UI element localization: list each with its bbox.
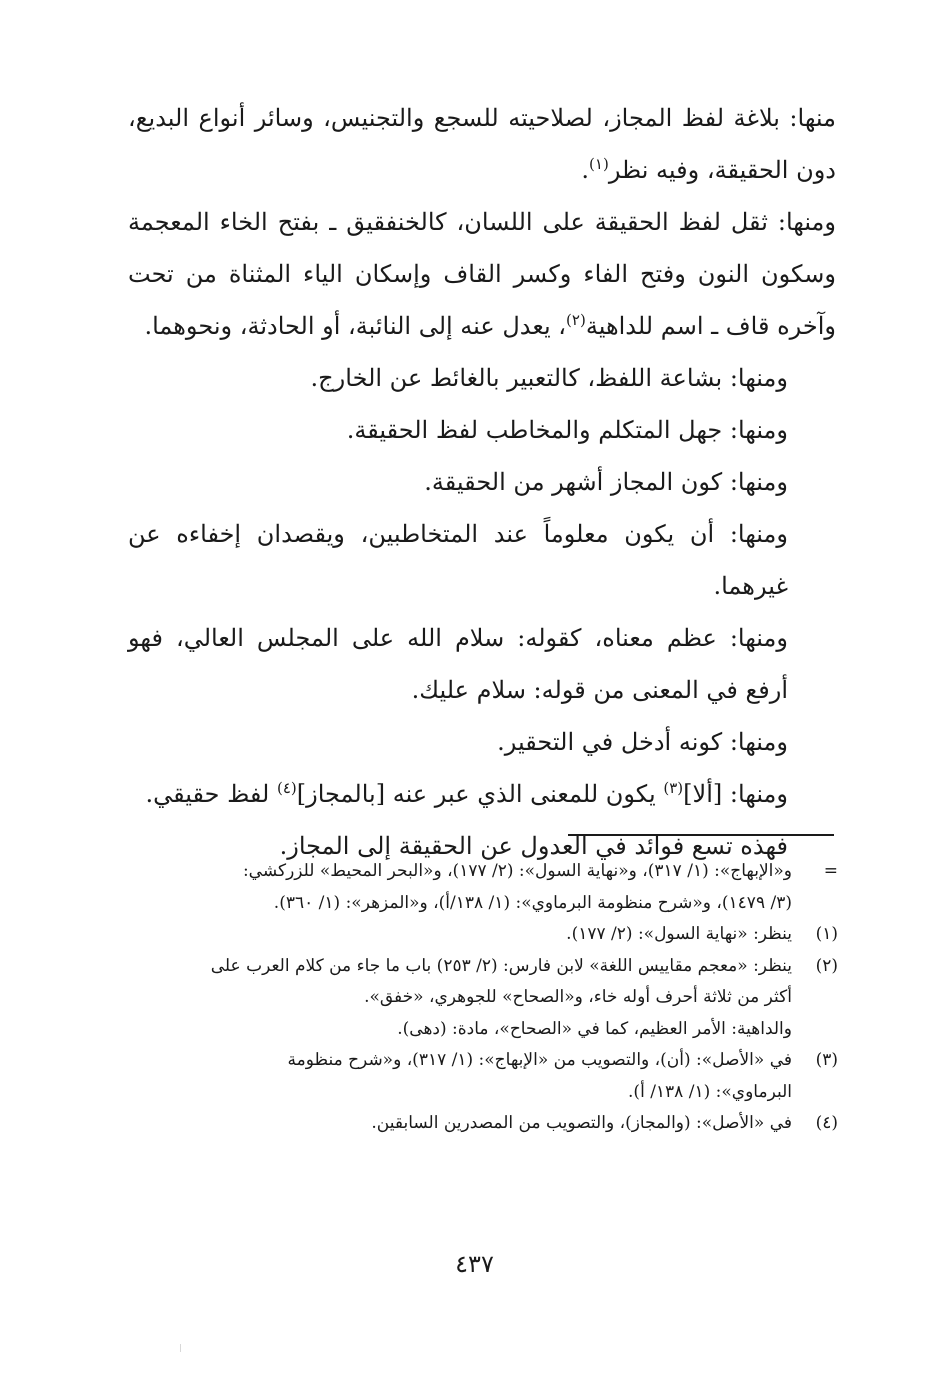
paragraph-text: ومنها: [ألا] [683, 780, 788, 808]
paragraph-text: ومنها: عظم معناه، كقوله: سلام الله على المجلس العالي، فهو أرفع في المعنى من قوله: سلام عليك. [128, 624, 788, 704]
paragraph-no-real-word [128, 768, 836, 820]
footnote-line: و«الإبهاج»: (١/ ٣١٧)، و«نهاية السول»: (٢/ ١٧٧)، و«البحر المحيط» للزركشي: [242, 861, 792, 881]
footnote-separator [568, 834, 834, 836]
footnote-body [132, 856, 792, 919]
footnote-ref-1[interactable]: (١) [589, 155, 609, 173]
page-number: ٤٣٧ [455, 1250, 494, 1278]
paragraph-fame [128, 456, 836, 508]
footnote-4 [132, 1108, 838, 1140]
paragraph-greatness [128, 612, 836, 716]
paragraph-text-tail: لفظ حقيقي. [145, 780, 277, 808]
footnote-line: (٣/ ١٤٧٩)، و«شرح منظومة البرماوي»: (١/ ١٣٨/أ)، و«المزهر»: (١/ ٣٦٠). [273, 892, 792, 913]
paragraph-text: ومنها: بشاعة اللفظ، كالتعبير بالغائط عن الخارج. [310, 364, 788, 392]
paragraph-ignorance [128, 404, 836, 456]
main-text-body [128, 92, 836, 872]
paragraph-contempt [128, 716, 836, 768]
footnote-ref-3[interactable]: (٣) [663, 779, 684, 797]
footnote-body [132, 951, 792, 1046]
paragraph-text-tail: ، يعدل عنه إلى النائبة، أو الحادثة، ونحوهما. [144, 312, 567, 340]
footnote-line: البرماوي»: (١/ ١٣٨/ أ). [628, 1081, 792, 1102]
footnote-3 [132, 1045, 838, 1108]
paragraph-text: فهذه تسع فوائد في العدول عن الحقيقة إلى المجاز. [279, 832, 788, 860]
paragraph-text-tail: . [581, 156, 590, 184]
footnotes-section [132, 856, 838, 1140]
footnote-body [132, 1108, 792, 1140]
paragraph-concealment [128, 508, 836, 612]
paragraph-text: منها: بلاغة لفظ المجاز، لصلاحيته للسجع والتجنيس، وسائر أنواع البديع، دون الحقيقة، وفيه نظر [128, 104, 836, 184]
paragraph-text: ومنها: كون المجاز أشهر من الحقيقة. [424, 468, 788, 496]
footnote-body [132, 919, 792, 951]
paragraph-text: ومنها: كونه أدخل في التحقير. [497, 728, 788, 756]
footnote-line: أكثر من ثلاثة أحرف أوله خاء، و«الصحاح» للجوهري، «خفق». [364, 987, 792, 1007]
footnote-line: في «الأصل»: (أن)، والتصويب من «الإبهاج»: (١/ ٣١٧)، و«شرح منظومة [287, 1050, 792, 1070]
paragraph-eloquence [128, 92, 836, 196]
footnote-number: (٤) [815, 1113, 838, 1133]
paragraph-ugliness [128, 352, 836, 404]
footnote-line: ينظر: «معجم مقاييس اللغة» لابن فارس: (٢/ ٢٥٣) باب ما جاء من كلام العرب على [210, 955, 792, 976]
footnote-continuation [132, 856, 838, 919]
footnote-2 [132, 951, 838, 1046]
footnote-line: ينظر: «نهاية السول»: (٢/ ١٧٧). [566, 924, 792, 944]
paragraph-text: ومنها: أن يكون معلوماً عند المتخاطبين، ويقصدان إخفاءه عن غيرهما. [128, 520, 788, 600]
footnote-line: والداهية: الأمر العظيم، كما في «الصحاح»، مادة: (دهى). [397, 1018, 792, 1039]
footnote-ref-2[interactable]: (٢) [566, 311, 586, 329]
footnote-1 [132, 919, 838, 951]
footnote-line: في «الأصل»: (والمجاز)، والتصويب من المصدرين السابقين. [371, 1113, 792, 1133]
paragraph-text-middle: يكون للمعنى الذي عبر عنه [بالمجاز] [296, 780, 664, 808]
scan-margin-mark [180, 1344, 181, 1352]
footnote-number: = [823, 861, 838, 881]
footnote-number: (١) [815, 924, 838, 944]
footnote-number: (٢) [815, 955, 838, 976]
paragraph-text: ومنها: ثقل لفظ الحقيقة على اللسان، كالخنفقيق ـ بفتح الخاء المعجمة وسكون النون وفتح الفاء وكسر القاف وإسكان الياء المثناة من تحت وآخره قاف ـ اسم للداهية [128, 208, 836, 340]
footnote-number: (٣) [815, 1050, 838, 1070]
paragraph-text: ومنها: جهل المتكلم والمخاطب لفظ الحقيقة. [346, 416, 788, 444]
paragraph-heaviness [128, 196, 836, 352]
footnote-ref-4[interactable]: (٤) [276, 779, 297, 797]
footnote-body [132, 1045, 792, 1108]
